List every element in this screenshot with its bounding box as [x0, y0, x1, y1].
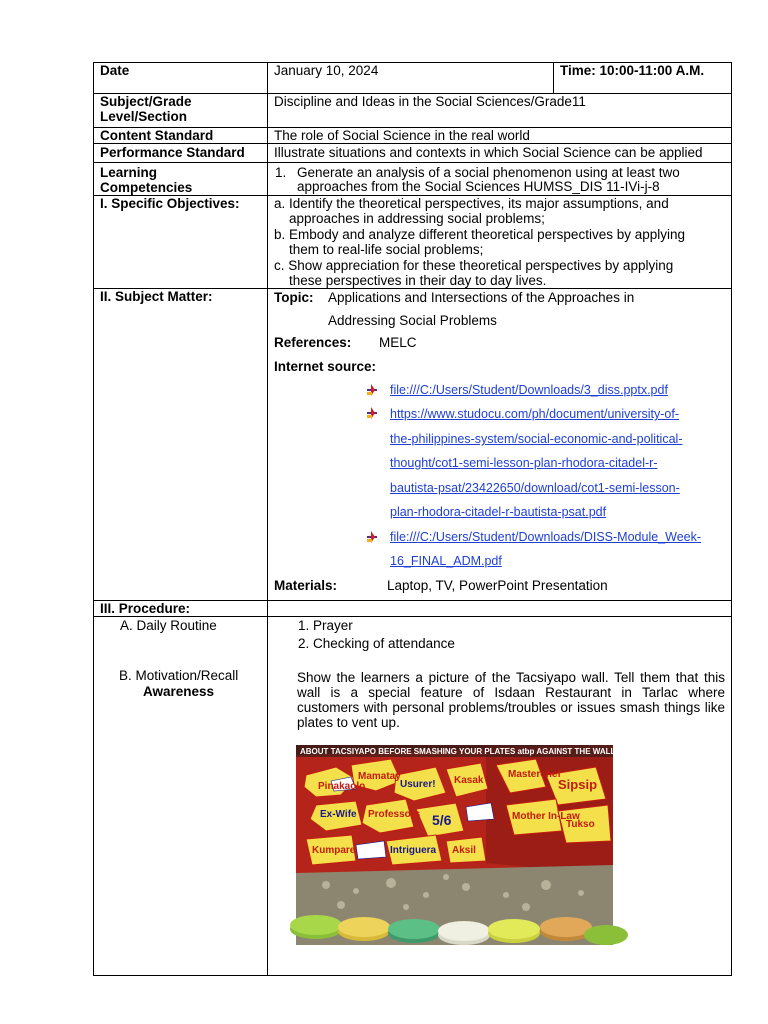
topic-line2: Addressing Social Problems: [328, 313, 497, 328]
internet-link[interactable]: thought/cot1-semi-lesson-plan-rhodora-citadel-r-: [390, 456, 658, 470]
column-divider: [553, 62, 554, 94]
objective-line: these perspectives in their day to day lives.: [289, 273, 547, 288]
objective-line: c. Show appreciation for these theoretical perspectives by applying: [274, 258, 674, 273]
objective-line: them to real-life social problems;: [289, 242, 484, 257]
competencies-label-line2: Competencies: [100, 180, 193, 195]
competencies-label-line1: Learning: [100, 165, 158, 180]
photo-banner-text: ABOUT TACSIYAPO BEFORE SMASHING YOUR PLATES atbp AGAINST THE WALL PLS REFRAIN FROM: [300, 747, 697, 756]
performance-standard-value: Illustrate situations and contexts in which Social Science can be applied: [274, 145, 703, 160]
materials-value: Laptop, TV, PowerPoint Presentation: [387, 578, 608, 593]
tacsiyapo-wall-photo: [296, 745, 697, 945]
subject-label-line1: Subject/Grade: [100, 94, 192, 109]
topic-label: Topic:: [274, 290, 314, 305]
competency-line2: approaches from the Social Sciences HUMSS_DIS 11-IVi-j-8: [297, 179, 660, 194]
procedure-label: III. Procedure:: [100, 601, 191, 616]
svg-text:Ex-Wife: Ex-Wife: [320, 809, 357, 820]
competency-line1: Generate an analysis of a social phenomenon using at least two: [297, 165, 680, 180]
column-divider: [267, 62, 268, 976]
motivation-text: Show the learners a picture of the Tacsiyapo wall. Tell them that this wall is a special feature of Isdaan Restaurant in Tarlac where customers with personal problems/troubles or issues smash things like plates to vent up.: [297, 670, 725, 730]
subject-label-line2: Level/Section: [100, 109, 188, 124]
internet-link[interactable]: the-philippines-system/social-economic-and-political-: [390, 432, 683, 446]
svg-text:Mamatay: Mamatay: [358, 771, 401, 782]
internet-link[interactable]: bautista-psat/23422650/download/cot1-semi-lesson-: [390, 481, 680, 495]
svg-text:Kasak: Kasak: [454, 775, 484, 786]
svg-text:Masterchef: Masterchef: [508, 769, 561, 780]
svg-text:Kumpare: Kumpare: [312, 845, 356, 856]
references-value: MELC: [379, 335, 417, 350]
tacsiyapo-wall-illustration: [296, 745, 697, 945]
objectives-label: I. Specific Objectives:: [100, 196, 240, 211]
routine-item: 1. Prayer: [298, 618, 353, 633]
routine-item: 2. Checking of attendance: [298, 636, 455, 651]
objective-line: b. Embody and analyze different theoretical perspectives by applying: [274, 227, 685, 242]
row-divider: [93, 162, 732, 163]
arrow-bullet-icon: [365, 406, 379, 420]
arrow-bullet-icon: [365, 530, 379, 544]
subject-matter-label: II. Subject Matter:: [100, 289, 213, 304]
svg-text:Professors: Professors: [368, 809, 421, 820]
svg-text:Usurer!: Usurer!: [400, 779, 436, 790]
competency-number: 1.: [275, 165, 287, 180]
content-standard-value: The role of Social Science in the real world: [274, 128, 530, 143]
materials-label: Materials:: [274, 578, 338, 593]
topic-line1: Applications and Intersections of the Approaches in: [328, 290, 635, 305]
internet-link[interactable]: https://www.studocu.com/ph/document/university-of-: [390, 407, 680, 421]
svg-text:5/6: 5/6: [432, 812, 452, 828]
motivation-label: B. Motivation/Recall: [119, 668, 239, 683]
content-standard-label: Content Standard: [100, 128, 214, 143]
svg-text:Pinakaolo: Pinakaolo: [318, 781, 366, 792]
row-divider: [93, 616, 732, 617]
awareness-label: Awareness: [143, 684, 215, 699]
svg-text:Intriguera: Intriguera: [390, 845, 437, 856]
date-label: Date: [100, 63, 130, 78]
svg-text:Tukso: Tukso: [566, 819, 595, 830]
svg-text:Aksil: Aksil: [452, 845, 476, 856]
internet-link[interactable]: plan-rhodora-citadel-r-bautista-psat.pdf: [390, 505, 607, 519]
objective-line: a. Identify the theoretical perspectives, its major assumptions, and: [274, 196, 669, 211]
daily-routine-label: A. Daily Routine: [120, 618, 217, 633]
internet-link[interactable]: 16_FINAL_ADM.pdf: [390, 554, 502, 568]
internet-link[interactable]: file:///C:/Users/Student/Downloads/DISS-Module_Week-: [390, 530, 702, 544]
subject-value: Discipline and Ideas in the Social Sciences/Grade11: [274, 94, 586, 109]
date-value: January 10, 2024: [274, 63, 379, 78]
internet-link[interactable]: file:///C:/Users/Student/Downloads/3_diss.pptx.pdf: [390, 383, 668, 397]
internet-source-label: Internet source:: [274, 359, 377, 374]
row-divider: [93, 143, 732, 144]
performance-standard-label: Performance Standard: [100, 145, 245, 160]
arrow-bullet-icon: [365, 383, 379, 397]
objective-line: approaches in addressing social problems;: [289, 211, 545, 226]
time-label: Time: 10:00-11:00 A.M.: [560, 63, 705, 78]
svg-text:Mother In-Law: Mother In-Law: [512, 811, 580, 822]
svg-text:Sipsip: Sipsip: [558, 777, 598, 792]
references-label: References:: [274, 335, 352, 350]
